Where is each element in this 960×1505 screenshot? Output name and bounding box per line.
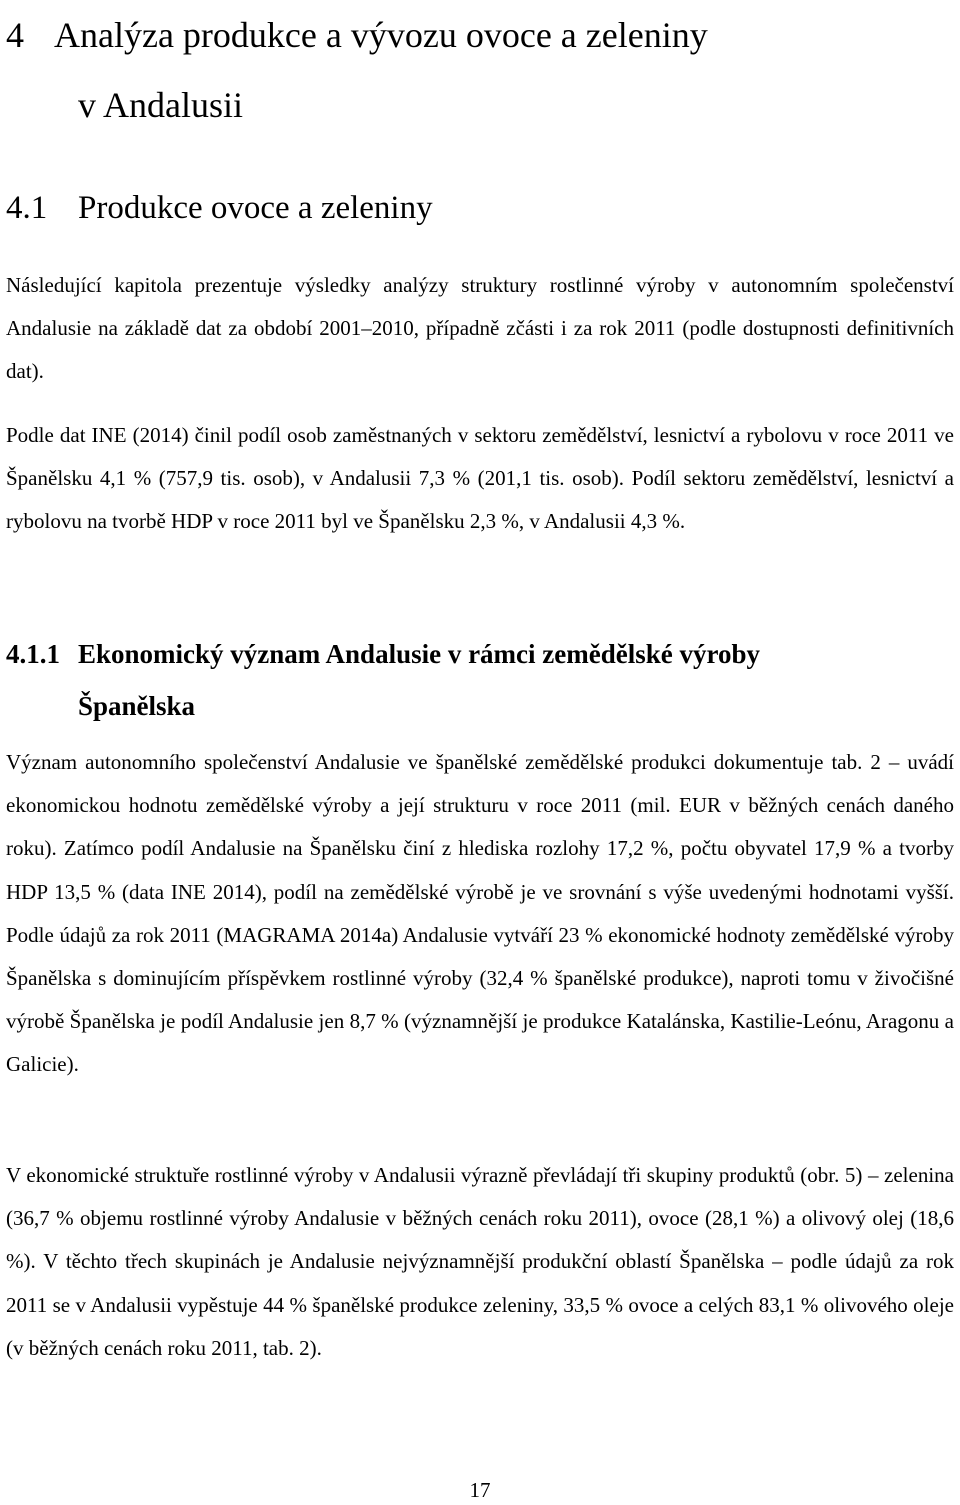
subsection-heading xyxy=(6,628,954,732)
chapter-number: 4 xyxy=(6,15,24,55)
section-heading xyxy=(6,184,433,232)
paragraph-employment: Podle dat INE (2014) činil podíl osob zaměstnaných v sektoru zemědělství, lesnictví a rybolovu v roce 2011 ve Španělsku 4,1 % (757,9 tis. osob), v Andalusii 7,3 % (201,1 tis. osob). Podíl sektoru zemědělství, lesnictví a rybolovu na tvorbě HDP v roce 2011 byl ve Španělsku 2,3 %, v Andalusii 4,3 %. xyxy=(6,423,954,534)
section-number: 4.1 xyxy=(6,190,48,226)
paragraph-crop-structure: V ekonomické struktuře rostlinné výroby v Andalusii výrazně převládají tři skupiny produktů (obr. 5) – zelenina (36,7 % objemu rostlinné výroby Andalusie v běžných cenách roku 2011), ovoce (28,1 %) a olivový olej (18,6 %). V těchto třech skupinách je Andalusie nejvýznamnější produkční oblastí Španělska – podle údajů za rok 2011 se v Andalusii vypěstuje 44 % španělské produkce zeleniny, 33,5 % ovoce a celých 83,1 % olivového oleje (v běžných cenách roku 2011, tab. 2). xyxy=(6,1163,954,1360)
section-title: Produkce ovoce a zeleniny xyxy=(78,190,433,226)
subsection-title-line1: Ekonomický význam Andalusie v rámci zemědělské výroby xyxy=(78,639,761,669)
subsection-number: 4.1.1 xyxy=(6,639,60,669)
paragraph-intro: Následující kapitola prezentuje výsledky analýzy struktury rostlinné výroby v autonomním společenství Andalusie na základě dat za období 2001–2010, případně zčásti i za rok 2011 (podle dostupnosti definitivních dat). xyxy=(6,273,954,384)
chapter-heading xyxy=(6,0,954,140)
paragraph-economic-importance: Význam autonomního společenství Andalusie ve španělské zemědělské produkci dokumentuje tab. 2 – uvádí ekonomickou hodnotu zemědělské výroby a její strukturu v roce 2011 (mil. EUR v běžných cenách daného roku). Zatímco podíl Andalusie na Španělsku činí z hlediska rozlohy 17,2 %, počtu obyvatel 17,9 % a tvorby HDP 13,5 % (data INE 2014), podíl na zemědělské výrobě je ve srovnání s výše uvedenými hodnotami vyšší. Podle údajů za rok 2011 (MAGRAMA 2014a) Andalusie vytváří 23 % ekonomické hodnoty zemědělské výroby Španělska s dominujícím příspěvkem rostlinné výroby (32,4 % španělské produkce), naproti tomu v živočišné výrobě Španělska je podíl Andalusie jen 8,7 % (významnější je produkce Katalánska, Kastilie-Leónu, Aragonu a Galicie). xyxy=(6,750,954,1077)
subsection-title-line2: Španělska xyxy=(78,691,196,721)
chapter-title-line1: Analýza produkce a vývozu ovoce a zeleniny xyxy=(54,15,708,55)
page-number: 17 xyxy=(469,1478,491,1502)
chapter-title-line2: v Andalusii xyxy=(78,85,244,125)
